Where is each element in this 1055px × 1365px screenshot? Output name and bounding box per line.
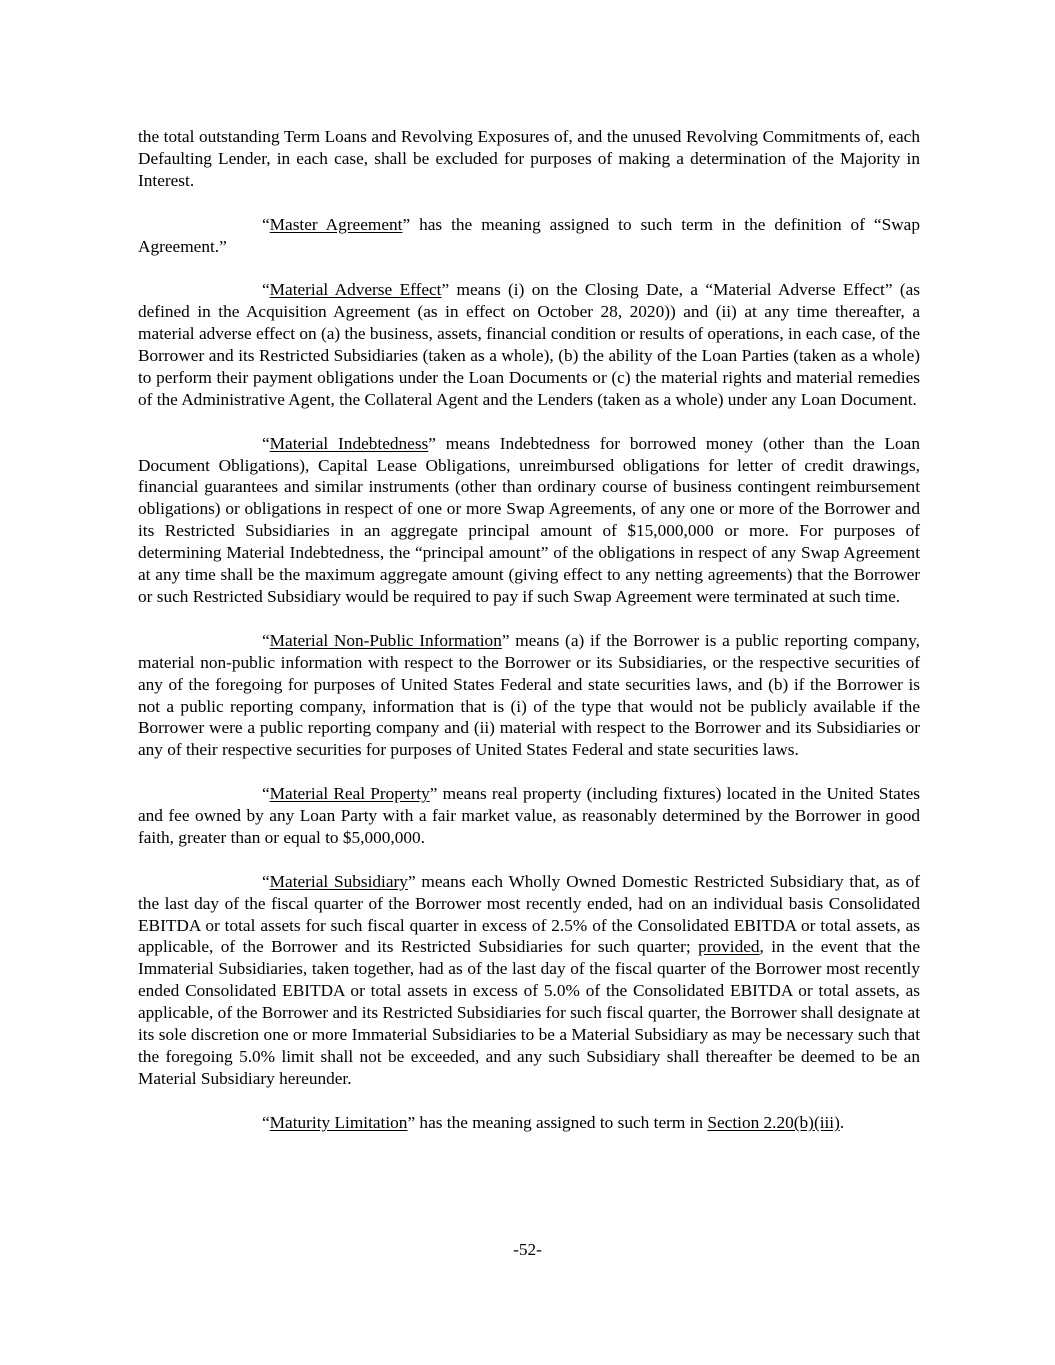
open-quote: “ [262, 630, 270, 650]
definition-body: ” means (a) if the Borrower is a public reporting company, material non-public information with respect to the Borrower or its Subsidiaries, or the respective securities of any of the foregoing for purposes of United States Federal and state securities laws, and (b) if the Borrower is not a public reporting company, information that is (i) of the type that would not be publicly available if the Borrower were a public reporting company and (ii) material with respect to the Borrower and its Subsidiaries or any of their respective securities for purposes of United States Federal and state securities laws. [138, 630, 921, 760]
definition-body: ” means (i) on the Closing Date, a “Material Adverse Effect” (as defined in the Acquisition Agreement (as in effect on October 28, 2020)) and (ii) at any time thereafter, a material adverse effect on (a) the business, assets, financial condition or results of operations, in each case, of the Borrower and its Restricted Subsidiaries (taken as a whole), (b) the ability of the Loan Parties (taken as a whole) to perform their payment obligations under the Loan Documents or (c) the material rights and material remedies of the Administrative Agent, the Collateral Agent and the Lenders (taken as a whole) under any Loan Document. [138, 280, 921, 409]
definition-material-adverse-effect [138, 279, 920, 410]
definition-body: ” means Indebtedness for borrowed money (other than the Loan Document Obligations), Capital Lease Obligations, unreimbursed obligations for letter of credit drawings, financial guarantees and similar instruments (other than ordinary course of business contingent reimbursement obligations) or obligations in respect of one or more Swap Agreements, of any one or more of the Borrower and its Restricted Subsidiaries in an aggregate principal amount of $15,000,000 or more. For purposes of determining Material Indebtedness, the “principal amount” of the obligations in respect of any Swap Agreement at any time shall be the maximum aggregate amount (giving effect to any netting agreements) that the Borrower or such Restricted Subsidiary would be required to pay if such Swap Agreement were terminated at such time. [138, 433, 920, 606]
defined-term: Material Adverse Effect [269, 280, 442, 300]
document-page [138, 126, 920, 1155]
definition-body: ” means each Wholly Owned Domestic Restricted Subsidiary that, as of the last day of the fiscal quarter of the Borrower most recently ended, had on an individual basis Consolidated EBITDA or total assets for such fiscal quarter in excess of 2.5% of the Consolidated EBITDA or total assets, as applicable, of the Borrower and its Restricted Subsidiaries for such quarter; [138, 871, 920, 957]
intro-text: the total outstanding Term Loans and Revolving Exposures of, and the unused Revolving Commitments of, each Defaulting Lender, in each case, shall be excluded for purposes of making a determination of the Majority in Interest. [138, 127, 920, 190]
definition-body: ” means real property (including fixtures) located in the United States and fee owned by any Loan Party with a fair market value, as reasonably determined by the Borrower in good faith, greater than or equal to $5,000,000. [138, 784, 920, 847]
definition-body: ” has the meaning assigned to such term in the definition of “Swap Agreement.” [138, 214, 920, 256]
page-number: -52- [513, 1240, 542, 1259]
defined-term: Material Real Property [269, 784, 430, 804]
defined-term: Material Subsidiary [269, 871, 408, 891]
section-reference: Section 2.20(b)(iii) [707, 1112, 840, 1132]
defined-term: Material Indebtedness [269, 433, 429, 453]
definition-end: . [839, 1112, 845, 1132]
definition-master-agreement [138, 214, 920, 258]
definition-body-continued: , in the event that the Immaterial Subsidiaries, taken together, had as of the last day of the fiscal quarter of the Borrower most recently ended Consolidated EBITDA or total assets in excess of 5.0% of the Consolidated EBITDA or total assets, as applicable, of the Borrower and its Restricted Subsidiaries for such fiscal quarter, the Borrower shall designate at its sole discretion one or more Immaterial Subsidiaries to be a Material Subsidiary as may be necessary such that the foregoing 5.0% limit shall not be exceeded, and any such Subsidiary shall thereafter be deemed to be an Material Subsidiary hereunder. [138, 937, 920, 1088]
defined-term: Maturity Limitation [269, 1112, 408, 1132]
open-quote: “ [262, 280, 270, 300]
open-quote: “ [262, 784, 270, 804]
open-quote: “ [262, 1112, 270, 1132]
definition-material-real-property [138, 783, 920, 849]
definition-material-non-public-information [138, 630, 920, 761]
definition-material-indebtedness [138, 433, 920, 608]
definition-maturity-limitation [138, 1112, 920, 1134]
definition-body: ” has the meaning assigned to such term in [407, 1112, 708, 1132]
intro-paragraph [138, 126, 920, 192]
open-quote: “ [262, 871, 270, 891]
defined-term: Material Non-Public Information [269, 630, 502, 650]
provided-term: provided [698, 937, 760, 957]
open-quote: “ [262, 433, 270, 453]
definition-material-subsidiary [138, 871, 920, 1090]
open-quote: “ [262, 214, 270, 234]
defined-term: Master Agreement [269, 214, 403, 234]
